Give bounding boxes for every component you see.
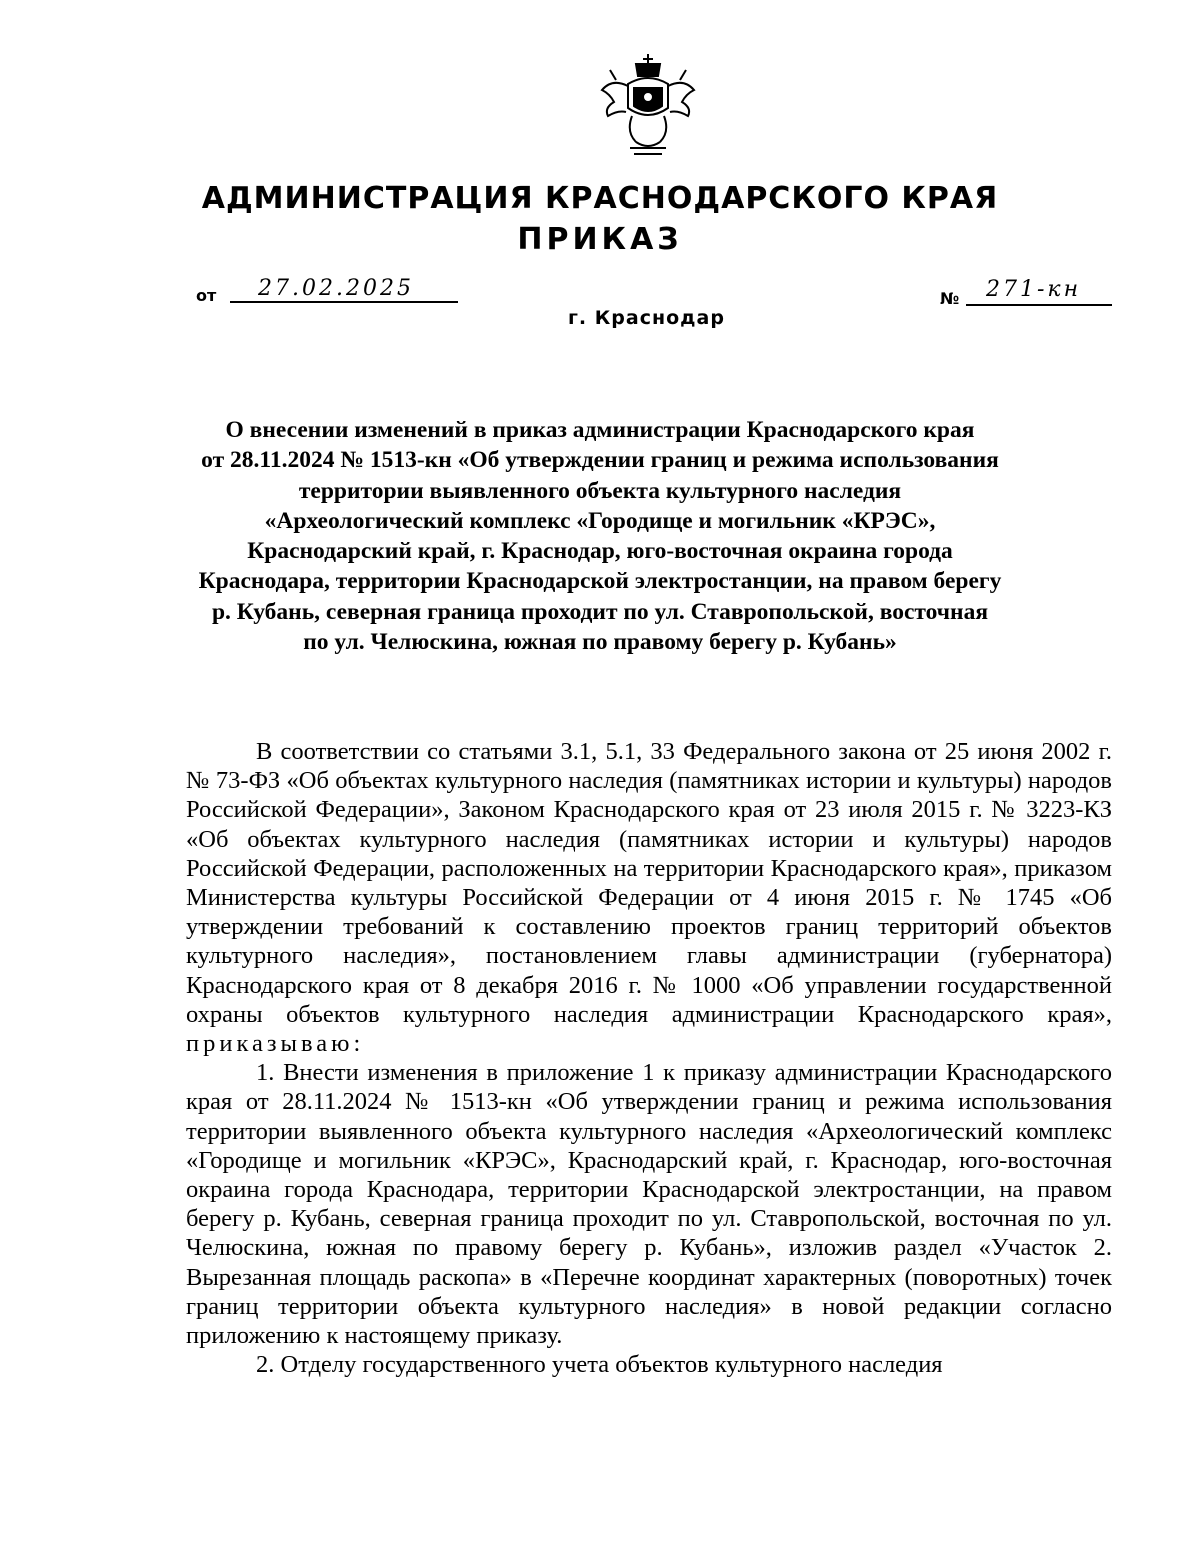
title-line: от 28.11.2024 № 1513-кн «Об утверждении границ и режима использования [201,447,999,474]
item-2-paragraph: 2. Отделу государственного учета объектов культурного наследия [256,1351,943,1379]
document-body [186,737,1112,1379]
title-line: по ул. Челюскина, южная по правому берегу р. Кубань» [303,629,897,656]
title-line: «Археологический комплекс «Городище и могильник «КРЭС», [264,507,936,534]
title-line: Краснодара, территории Краснодарской электростанции, на правом берегу [198,568,1002,595]
city-name: г. Краснодар [568,307,725,329]
order-word: приказываю: [186,1030,365,1058]
title-line: р. Кубань, северная граница проходит по ул. Ставропольской, восточная [211,598,989,625]
title-line: Краснодарский край, г. Краснодар, юго-восточная окраина города [247,538,953,565]
number-underline [966,304,1112,306]
number-value: 271-кн [986,277,1082,302]
coat-of-arms-emblem [596,50,700,162]
title-line: территории выявленного объекта культурного наследия [298,477,902,504]
document-title [180,415,1020,657]
date-label: от [196,286,217,305]
organization-name: АДМИНИСТРАЦИЯ КРАСНОДАРСКОГО КРАЯ [201,181,999,216]
preamble-paragraph [186,737,1112,1058]
date-value: 27.02.2025 [258,276,414,301]
preamble-text: В соответствии со статьями 3.1, 5.1, 33 Федерального закона от 25 июня 2002 г. № 73-ФЗ «Об объектах культурного наследия (памятниках истории и культуры) народов Российской Федерации», Законом Краснодарского края от 23 июля 2015 г. № 3223-КЗ «Об объектах культурного наследия (памятниках истории и культуры) народов Российской Федерации, расположенных на территории Краснодарского края», приказом Министерства культуры Российской Федерации от 4 июня 2015 г. № 1745 «Об утверждении требований к составлению проектов границ территорий объектов культурного наследия», постановлением главы администрации (губернатора) Краснодарского края от 8 декабря 2016 г. № 1000 «Об управлении государственной охраны объектов культурного наследия администрации Краснодарского края», [186,738,1112,1028]
date-underline [230,301,458,303]
number-label: № [940,289,960,308]
document-type: ПРИКАЗ [517,222,683,257]
item-1-paragraph: 1. Внести изменения в приложение 1 к приказу администрации Краснодарского края от 28.11.2024 № 1513-кн «Об утверждении границ и режима использования территории выявленного объекта культурного наследия «Археологический комплекс «Городище и могильник «КРЭС», Краснодарский край, г. Краснодар, юго-восточная окраина города Краснодара, территории Краснодарской электростанции, на правом берегу р. Кубань, северная граница проходит по ул. Ставропольской, восточная по ул. Челюскина, южная по правому берегу р. Кубань», изложив раздел «Участок 2. Вырезанная площадь раскопа» в «Перечне координат характерных (поворотных) точек границ территории объекта культурного наследия» в новой редакции согласно приложению к настоящему приказу. [186,1059,1112,1350]
title-line: О внесении изменений в приказ администрации Краснодарского края [225,417,975,443]
